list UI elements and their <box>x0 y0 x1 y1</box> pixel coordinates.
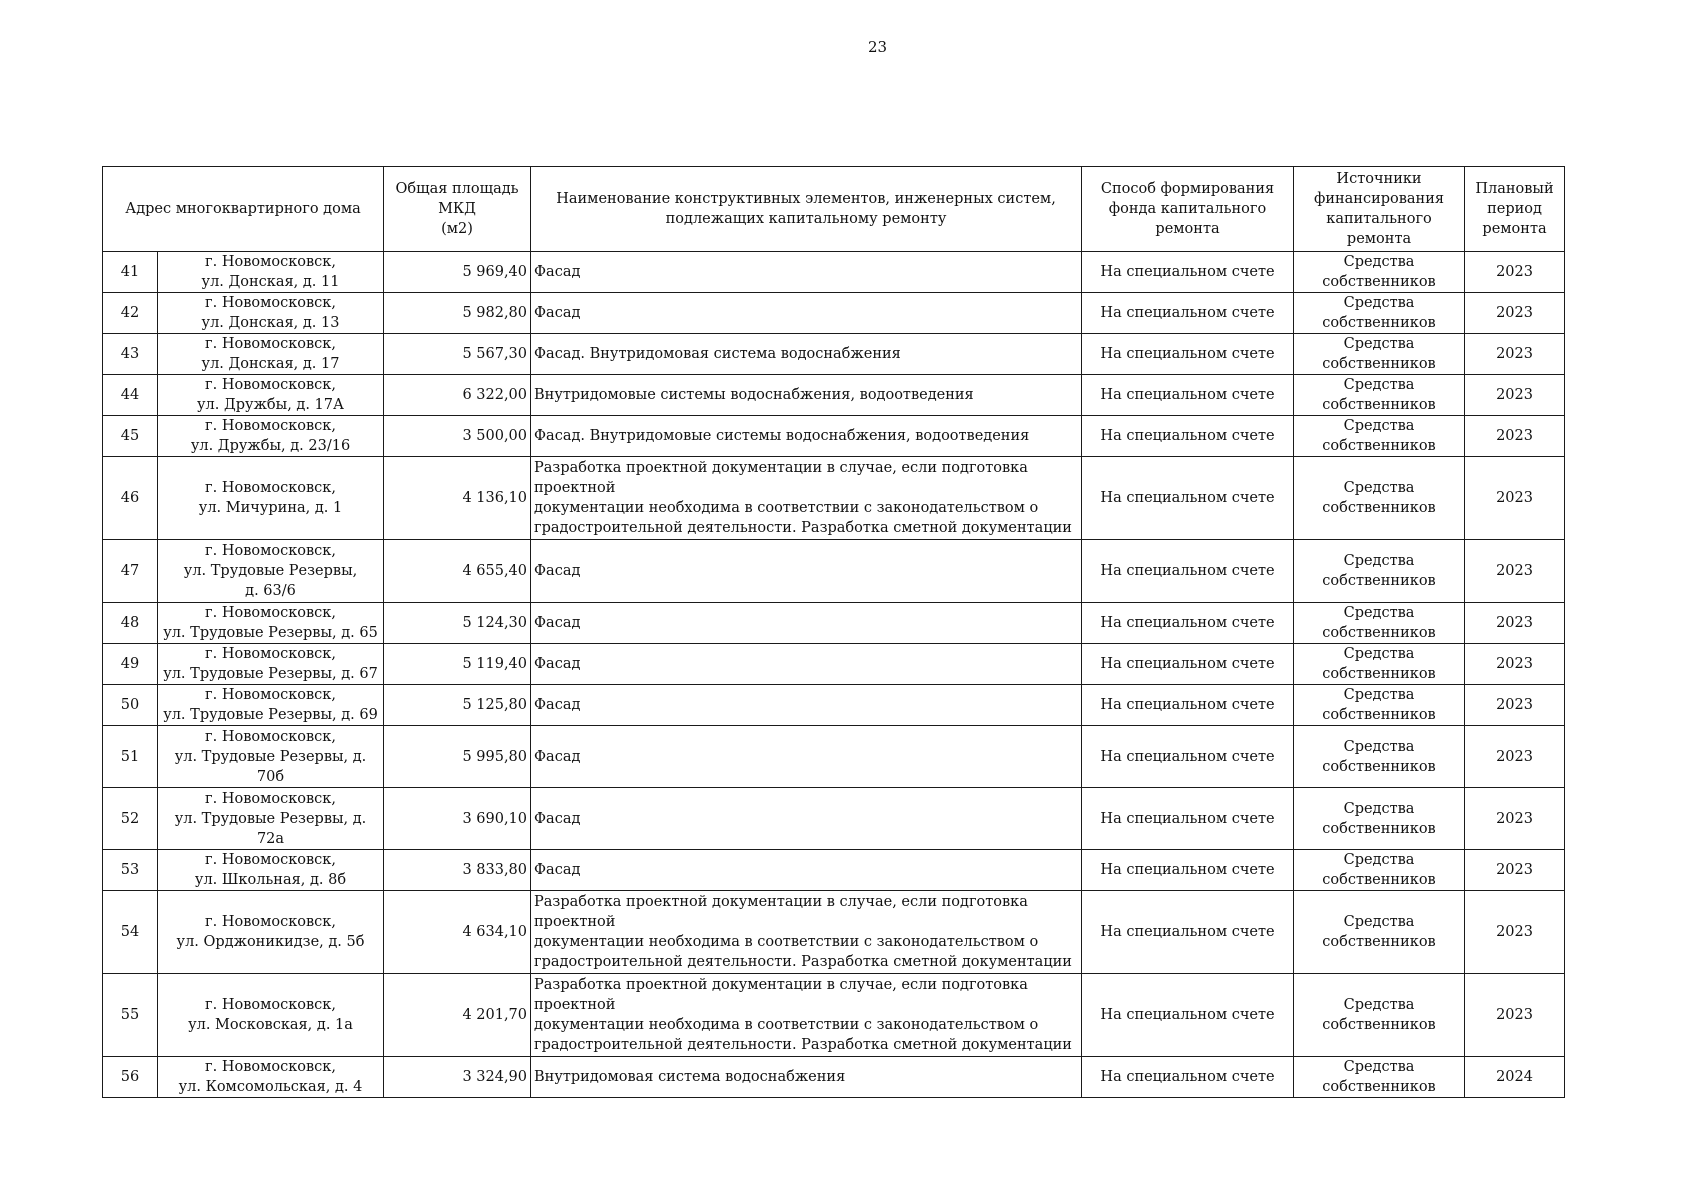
address-cell: г. Новомосковск, ул. Комсомольская, д. 4 <box>158 1057 384 1098</box>
address-cell: г. Новомосковск, ул. Донская, д. 13 <box>158 293 384 334</box>
funding-source-cell: Средства собственников <box>1294 252 1465 293</box>
table-row <box>103 603 1565 644</box>
address-cell: г. Новомосковск, ул. Трудовые Резервы, д. 65 <box>158 603 384 644</box>
row-number: 41 <box>103 252 158 293</box>
period-cell: 2023 <box>1465 891 1565 974</box>
table-row <box>103 891 1565 974</box>
period-cell: 2023 <box>1465 416 1565 457</box>
works-cell: Фасад <box>531 644 1082 685</box>
period-cell: 2023 <box>1465 974 1565 1057</box>
works-cell: Фасад. Внутридомовая система водоснабжения <box>531 334 1082 375</box>
row-number: 53 <box>103 850 158 891</box>
period-cell: 2023 <box>1465 788 1565 850</box>
method-cell: На специальном счете <box>1082 644 1294 685</box>
works-cell: Разработка проектной документации в случае, если подготовка проектной документации необходима в соответствии с законодательством о градостроительной деятельности. Разработка сметной документации <box>531 457 1082 540</box>
method-cell: На специальном счете <box>1082 974 1294 1057</box>
row-number: 43 <box>103 334 158 375</box>
area-cell: 6 322,00 <box>384 375 531 416</box>
method-cell: На специальном счете <box>1082 850 1294 891</box>
method-cell: На специальном счете <box>1082 293 1294 334</box>
funding-source-cell: Средства собственников <box>1294 540 1465 603</box>
table-row <box>103 685 1565 726</box>
funding-source-cell: Средства собственников <box>1294 644 1465 685</box>
table-row <box>103 540 1565 603</box>
area-cell: 5 982,80 <box>384 293 531 334</box>
works-cell: Внутридомовые системы водоснабжения, водоотведения <box>531 375 1082 416</box>
method-cell: На специальном счете <box>1082 375 1294 416</box>
row-number: 48 <box>103 603 158 644</box>
period-cell: 2023 <box>1465 375 1565 416</box>
table-row <box>103 252 1565 293</box>
area-cell: 4 136,10 <box>384 457 531 540</box>
header-area: Общая площадь МКД (м2) <box>384 167 531 252</box>
row-number: 54 <box>103 891 158 974</box>
area-cell: 3 324,90 <box>384 1057 531 1098</box>
works-cell: Разработка проектной документации в случае, если подготовка проектной документации необходима в соответствии с законодательством о градостроительной деятельности. Разработка сметной документации <box>531 891 1082 974</box>
works-cell: Внутридомовая система водоснабжения <box>531 1057 1082 1098</box>
table-row <box>103 850 1565 891</box>
period-cell: 2023 <box>1465 850 1565 891</box>
method-cell: На специальном счете <box>1082 685 1294 726</box>
method-cell: На специальном счете <box>1082 603 1294 644</box>
address-cell: г. Новомосковск, ул. Трудовые Резервы, д. 70б <box>158 726 384 788</box>
method-cell: На специальном счете <box>1082 1057 1294 1098</box>
area-cell: 4 634,10 <box>384 891 531 974</box>
row-number: 50 <box>103 685 158 726</box>
address-cell: г. Новомосковск, ул. Донская, д. 17 <box>158 334 384 375</box>
address-cell: г. Новомосковск, ул. Школьная, д. 8б <box>158 850 384 891</box>
area-cell: 3 500,00 <box>384 416 531 457</box>
works-cell: Фасад <box>531 850 1082 891</box>
table-row <box>103 974 1565 1057</box>
funding-source-cell: Средства собственников <box>1294 603 1465 644</box>
works-cell: Фасад <box>531 252 1082 293</box>
works-cell: Фасад. Внутридомовые системы водоснабжения, водоотведения <box>531 416 1082 457</box>
repair-plan-table <box>102 166 1565 1098</box>
method-cell: На специальном счете <box>1082 457 1294 540</box>
table-row <box>103 1057 1565 1098</box>
method-cell: На специальном счете <box>1082 252 1294 293</box>
header-address: Адрес многоквартирного дома <box>103 167 384 252</box>
row-number: 45 <box>103 416 158 457</box>
method-cell: На специальном счете <box>1082 891 1294 974</box>
area-cell: 3 833,80 <box>384 850 531 891</box>
area-cell: 5 567,30 <box>384 334 531 375</box>
period-cell: 2024 <box>1465 1057 1565 1098</box>
works-cell: Фасад <box>531 540 1082 603</box>
period-cell: 2023 <box>1465 685 1565 726</box>
method-cell: На специальном счете <box>1082 788 1294 850</box>
area-cell: 5 995,80 <box>384 726 531 788</box>
page-number: 23 <box>867 38 888 56</box>
row-number: 51 <box>103 726 158 788</box>
table-row <box>103 726 1565 788</box>
table-row <box>103 416 1565 457</box>
funding-source-cell: Средства собственников <box>1294 334 1465 375</box>
address-cell: г. Новомосковск, ул. Трудовые Резервы, д. 72а <box>158 788 384 850</box>
funding-source-cell: Средства собственников <box>1294 1057 1465 1098</box>
funding-source-cell: Средства собственников <box>1294 974 1465 1057</box>
area-cell: 4 655,40 <box>384 540 531 603</box>
row-number: 47 <box>103 540 158 603</box>
header-row <box>103 167 1565 252</box>
address-cell: г. Новомосковск, ул. Донская, д. 11 <box>158 252 384 293</box>
works-cell: Разработка проектной документации в случае, если подготовка проектной документации необходима в соответствии с законодательством о градостроительной деятельности. Разработка сметной документации <box>531 974 1082 1057</box>
funding-source-cell: Средства собственников <box>1294 685 1465 726</box>
works-cell: Фасад <box>531 726 1082 788</box>
table-row <box>103 457 1565 540</box>
method-cell: На специальном счете <box>1082 726 1294 788</box>
period-cell: 2023 <box>1465 293 1565 334</box>
row-number: 52 <box>103 788 158 850</box>
address-cell: г. Новомосковск, ул. Московская, д. 1а <box>158 974 384 1057</box>
period-cell: 2023 <box>1465 644 1565 685</box>
row-number: 56 <box>103 1057 158 1098</box>
row-number: 44 <box>103 375 158 416</box>
header-source: Источники финансирования капитального ремонта <box>1294 167 1465 252</box>
table-row <box>103 293 1565 334</box>
row-number: 46 <box>103 457 158 540</box>
row-number: 55 <box>103 974 158 1057</box>
row-number: 42 <box>103 293 158 334</box>
header-method: Способ формирования фонда капитального ремонта <box>1082 167 1294 252</box>
period-cell: 2023 <box>1465 334 1565 375</box>
area-cell: 5 124,30 <box>384 603 531 644</box>
area-cell: 3 690,10 <box>384 788 531 850</box>
address-cell: г. Новомосковск, ул. Мичурина, д. 1 <box>158 457 384 540</box>
method-cell: На специальном счете <box>1082 334 1294 375</box>
header-period: Плановый период ремонта <box>1465 167 1565 252</box>
address-cell: г. Новомосковск, ул. Орджоникидзе, д. 5б <box>158 891 384 974</box>
area-cell: 5 125,80 <box>384 685 531 726</box>
table-row <box>103 334 1565 375</box>
period-cell: 2023 <box>1465 252 1565 293</box>
works-cell: Фасад <box>531 293 1082 334</box>
period-cell: 2023 <box>1465 540 1565 603</box>
address-cell: г. Новомосковск, ул. Трудовые Резервы, д. 63/6 <box>158 540 384 603</box>
funding-source-cell: Средства собственников <box>1294 850 1465 891</box>
funding-source-cell: Средства собственников <box>1294 293 1465 334</box>
funding-source-cell: Средства собственников <box>1294 891 1465 974</box>
method-cell: На специальном счете <box>1082 540 1294 603</box>
period-cell: 2023 <box>1465 726 1565 788</box>
funding-source-cell: Средства собственников <box>1294 375 1465 416</box>
works-cell: Фасад <box>531 685 1082 726</box>
funding-source-cell: Средства собственников <box>1294 788 1465 850</box>
row-number: 49 <box>103 644 158 685</box>
funding-source-cell: Средства собственников <box>1294 726 1465 788</box>
method-cell: На специальном счете <box>1082 416 1294 457</box>
area-cell: 5 969,40 <box>384 252 531 293</box>
table-row <box>103 375 1565 416</box>
funding-source-cell: Средства собственников <box>1294 416 1465 457</box>
table-row <box>103 788 1565 850</box>
area-cell: 4 201,70 <box>384 974 531 1057</box>
address-cell: г. Новомосковск, ул. Дружбы, д. 23/16 <box>158 416 384 457</box>
address-cell: г. Новомосковск, ул. Трудовые Резервы, д. 69 <box>158 685 384 726</box>
funding-source-cell: Средства собственников <box>1294 457 1465 540</box>
area-cell: 5 119,40 <box>384 644 531 685</box>
period-cell: 2023 <box>1465 603 1565 644</box>
address-cell: г. Новомосковск, ул. Трудовые Резервы, д. 67 <box>158 644 384 685</box>
table-row <box>103 644 1565 685</box>
period-cell: 2023 <box>1465 457 1565 540</box>
works-cell: Фасад <box>531 603 1082 644</box>
works-cell: Фасад <box>531 788 1082 850</box>
header-works: Наименование конструктивных элементов, инженерных систем, подлежащих капитальному ремонту <box>531 167 1082 252</box>
address-cell: г. Новомосковск, ул. Дружбы, д. 17А <box>158 375 384 416</box>
